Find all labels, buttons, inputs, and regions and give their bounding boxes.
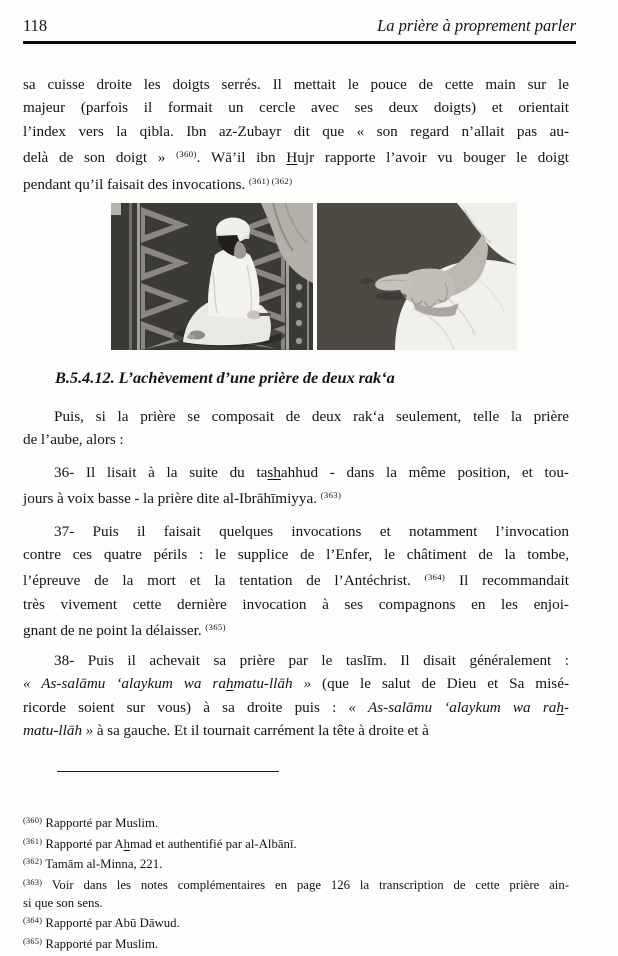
text-line: $^{(364)}$ Rapporté par Abū Dāwud. bbox=[23, 916, 180, 931]
text-line: contre ces quatre périls : le supplice de l’Enfer, le châtiment de la tombe, bbox=[23, 546, 569, 564]
text-line: gnant de ne point la délaisser. $^{(365)}$ bbox=[23, 622, 226, 640]
paragraph-37 bbox=[23, 520, 569, 643]
text-line: matu-llāh » à sa gauche. Et il tournait carrément la tête à droite et à bbox=[23, 721, 429, 739]
photo-row bbox=[111, 203, 569, 350]
text-line: 36- Il lisait à la suite du tashahhud - dans la même position, et tou- bbox=[54, 463, 569, 481]
text-line: l’épreuve de la mort et la tentation de l’Antéchrist. $^{(364)}$ Il recommandait bbox=[23, 572, 569, 590]
footnotes bbox=[23, 812, 569, 953]
text-line: « As-salāmu ‘alaykum wa rahmatu-llāh » (que le salut de Dieu et Sa misé- bbox=[23, 675, 569, 693]
paragraph-38 bbox=[23, 649, 569, 743]
pointing-index-finger-photo bbox=[317, 203, 517, 350]
running-title: La prière à proprement parler bbox=[377, 16, 576, 35]
text-line: delà de son doigt » $^{(360)}$. Wā’il ibn Hujr rapporte l’avoir vu bouger le doigt bbox=[23, 149, 570, 167]
paragraph-36 bbox=[23, 461, 569, 511]
text-line: $^{(362)}$ Tamām al-Minna, 221. bbox=[23, 857, 163, 872]
text-line: $^{(363)}$ Voir dans les notes complémentaires en page 126 la transcription de cette prière ain- bbox=[23, 877, 569, 892]
kneeling-prayer-photo bbox=[111, 203, 313, 350]
text-line: sa cuisse droite les doigts serrés. Il mettait le pouce de cette main sur le bbox=[23, 76, 569, 93]
text-line: Puis, si la prière se composait de deux rak‘a seulement, telle la prière bbox=[54, 408, 569, 426]
text-line: jours à voix basse - la prière dite al-Ibrāhīmiyya. $^{(363)}$ bbox=[23, 490, 342, 508]
text-line: 37- Puis il faisait quelques invocations et notamment l’invocation bbox=[54, 522, 569, 540]
paragraph-puis bbox=[23, 405, 569, 452]
text-line: pendant qu’il faisait des invocations. $^{(361) (362)}$ bbox=[23, 175, 293, 193]
text-line: majeur (parfois il formait un cercle avec ses deux doigts) et orientait bbox=[23, 99, 569, 117]
footnote-separator bbox=[57, 771, 279, 772]
body-text bbox=[23, 73, 569, 742]
text-line: très vivement cette dernière invocation à ses compagnons en les enjoi- bbox=[23, 595, 569, 613]
page-number: 118 bbox=[23, 16, 48, 35]
text-line: $^{(360)}$ Rapporté par Muslim. bbox=[23, 816, 159, 831]
intro-paragraph bbox=[23, 73, 569, 196]
text-line: $^{(361)}$ Rapporté par Ahmad et authentifié par al-Albānī. bbox=[23, 836, 297, 851]
text-line: l’index vers la qibla. Ibn az-Zubayr dit que « son regard n’allait pas au- bbox=[23, 122, 569, 140]
text-line: 38- Puis il achevait sa prière par le taslīm. Il disait généralement : bbox=[54, 651, 569, 669]
text-line: si que son sens. bbox=[23, 895, 103, 910]
page-header bbox=[23, 16, 576, 44]
text-line: $^{(365)}$ Rapporté par Muslim. bbox=[23, 936, 159, 951]
text-line: ricorde soient sur vous) à sa droite puis : « As-salāmu ‘alaykum wa rah- bbox=[23, 698, 569, 716]
section-heading: B.5.4.12. L’achèvement d’une prière de deux rak‘a bbox=[55, 368, 395, 388]
text-line: de l’aube, alors : bbox=[23, 431, 124, 449]
